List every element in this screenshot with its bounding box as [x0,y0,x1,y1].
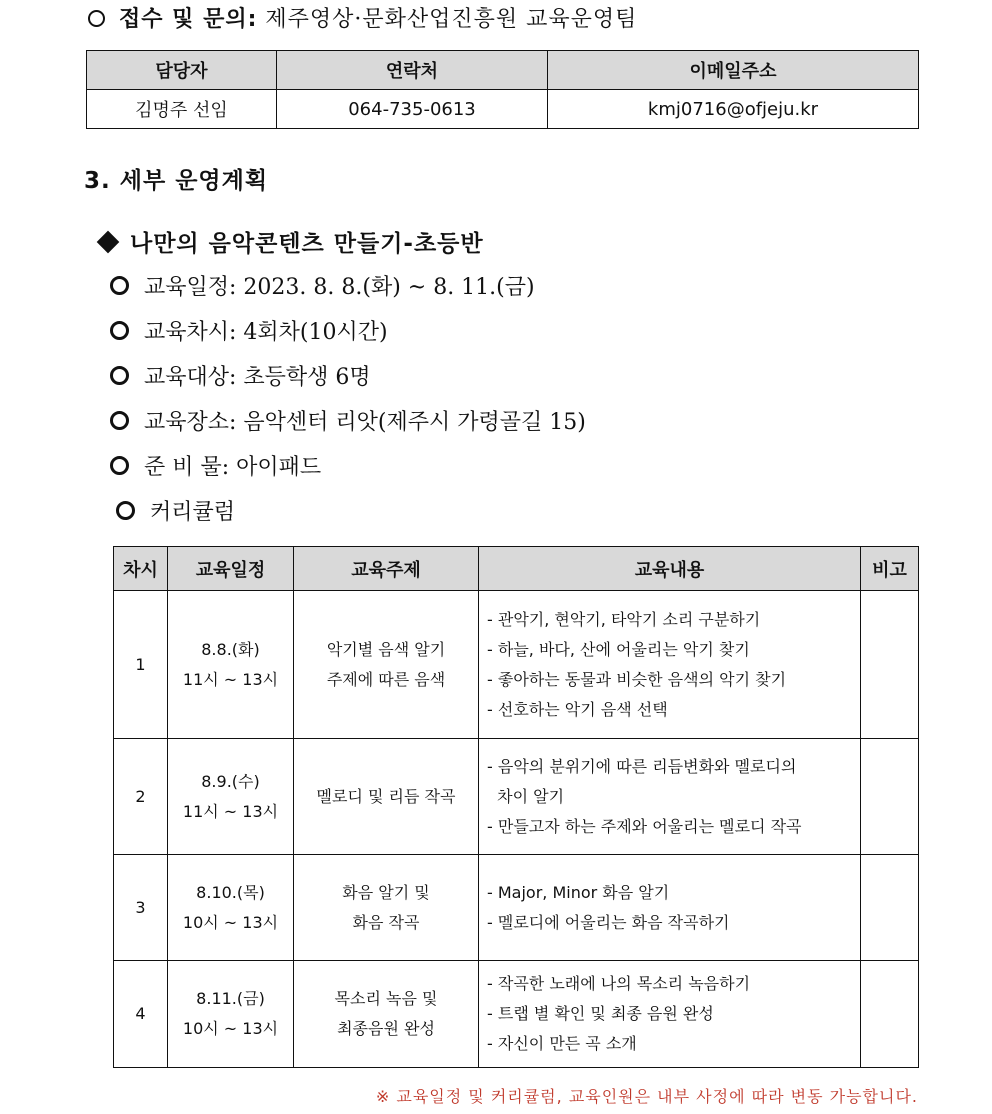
table-row [114,739,919,855]
info-item-curriculum [116,495,235,526]
contact-manager: 김명주 선임 [87,90,277,129]
session-note [861,855,919,961]
info-item-target [110,360,371,391]
content-line: - 관악기, 현악기, 타악기 소리 구분하기 [487,609,761,629]
session-date: 8.11.(금) [196,989,265,1008]
session-topic [294,739,479,855]
session-number: 4 [114,961,168,1068]
info-text: 교육장소: 음악센터 리앗(제주시 가령골길 15) [144,410,586,435]
session-content [479,739,861,855]
contact-organization: 제주영상·문화산업진흥원 교육운영팀 [265,7,638,32]
content-line: - 음악의 분위기에 따른 리듬변화와 멜로디의 [487,756,797,776]
circle-bullet-icon [110,321,129,340]
curriculum-table [113,546,919,1068]
session-date: 8.8.(화) [201,639,260,659]
topic-line: 화음 작곡 [352,912,420,932]
curriculum-header-row [114,547,919,591]
content-line: - 트랩 별 확인 및 최종 음원 완성 [487,1004,714,1023]
contact-header-manager: 담당자 [87,51,277,90]
session-note [861,961,919,1068]
contact-header-phone: 연락처 [277,51,548,90]
content-line: - 하늘, 바다, 산에 어울리는 악기 찾기 [487,639,750,659]
circle-bullet-icon [110,276,129,295]
session-schedule [168,855,294,961]
session-date: 8.9.(수) [201,771,260,791]
info-text: 준 비 물: 아이패드 [144,455,322,480]
topic-line: 주제에 따른 음색 [326,669,446,689]
content-line: - 멜로디에 어울리는 화음 작곡하기 [487,912,730,932]
session-topic [294,855,479,961]
table-row [114,961,919,1068]
session-schedule [168,739,294,855]
session-topic [294,591,479,739]
table-row [114,591,919,739]
session-number: 1 [114,591,168,739]
header-topic: 교육주제 [294,547,479,591]
content-line: - 좋아하는 동물과 비슷한 음색의 악기 찾기 [487,669,787,689]
contact-phone: 064-735-0613 [277,90,548,129]
contact-header-email: 이메일주소 [548,51,919,90]
info-text: 교육차시: 4회차(10시간) [144,320,388,345]
session-time: 10시 ~ 13시 [182,1019,279,1038]
topic-line: 최종음원 완성 [337,1019,435,1038]
content-line: - 선호하는 악기 음색 선택 [487,699,668,719]
session-time: 11시 ~ 13시 [182,669,279,689]
circle-bullet-icon [110,366,129,385]
diamond-bullet-icon [97,231,120,254]
contact-email: kmj0716@ofjeju.kr [548,90,919,129]
info-item-sessions [110,315,388,346]
session-note [861,591,919,739]
info-item-schedule [110,270,535,301]
contact-row [87,90,919,129]
info-text: 교육일정: 2023. 8. 8.(화) ~ 8. 11.(금) [144,275,535,300]
contact-label: 접수 및 문의: [119,7,258,32]
circle-bullet-icon [110,456,129,475]
session-time: 11시 ~ 13시 [182,801,279,821]
content-line: - 작곡한 노래에 나의 목소리 녹음하기 [487,974,751,993]
session-time: 10시 ~ 13시 [182,912,279,932]
content-line: 차이 알기 [487,786,565,806]
session-date: 8.10.(목) [196,882,265,902]
session-number: 3 [114,855,168,961]
session-content [479,855,861,961]
header-content: 교육내용 [479,547,861,591]
session-number: 2 [114,739,168,855]
info-text: 교육대상: 초등학생 6명 [144,365,371,390]
circle-bullet-icon [116,501,135,520]
topic-line: 목소리 녹음 및 [334,989,438,1008]
section-title: 3. 세부 운영계획 [84,168,269,194]
session-content [479,591,861,739]
contact-heading [88,2,637,33]
topic-line: 화음 알기 및 [342,882,430,902]
topic-line: 멜로디 및 리듬 작곡 [316,786,456,806]
session-note [861,739,919,855]
session-topic [294,961,479,1068]
info-item-supplies [110,450,321,481]
session-schedule [168,591,294,739]
footnote: ※ 교육일정 및 커리큘럼, 교육인원은 내부 사정에 따라 변동 가능합니다. [375,1087,918,1106]
program-title-row [98,225,484,258]
topic-line: 악기별 음색 알기 [326,639,446,659]
content-line: - 만들고자 하는 주제와 어울리는 멜로디 작곡 [487,816,802,836]
session-schedule [168,961,294,1068]
info-text: 커리큘럼 [150,500,236,525]
content-line: - Major, Minor 화음 알기 [487,882,670,902]
session-content [479,961,861,1068]
circle-bullet-icon [110,411,129,430]
table-row [114,855,919,961]
contact-table [86,50,919,129]
header-note: 비고 [861,547,919,591]
contact-header-row [87,51,919,90]
content-line: - 자신이 만든 곡 소개 [487,1034,637,1053]
program-title: 나만의 음악콘텐츠 만들기-초등반 [130,231,484,257]
info-item-location [110,405,586,436]
header-session: 차시 [114,547,168,591]
header-schedule: 교육일정 [168,547,294,591]
circle-bullet-icon [88,10,105,27]
